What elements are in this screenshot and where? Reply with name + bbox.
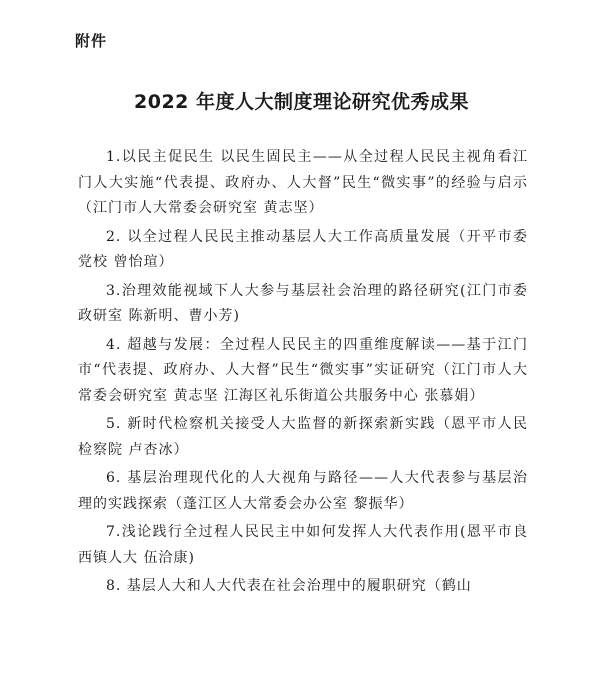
achievement-list [78,145,528,603]
list-item: 3.治理效能视域下人大参与基层社会治理的路径研究(江门市委政研室 陈新明、曹小芳) [78,282,528,324]
list-item: 5. 新时代检察机关接受人大监督的新探索新实践（恩平市人民检察院 卢杏冰） [78,416,528,458]
list-item: 7.浅论践行全过程人民民主中如何发挥人大代表作用(恩平市良西镇人大 伍洽康) [78,524,528,566]
list-item: 2. 以全过程人民民主推动基层人大工作高质量发展（开平市委党校 曾怡瑄） [78,228,528,270]
list-item: 8. 基层人大和人大代表在社会治理中的履职研究（鹤山 [106,578,472,594]
list-item: 6. 基层治理现代化的人大视角与路径——人大代表参与基层治理的实践探索（蓬江区人大常委会办公室 黎振华） [78,470,528,512]
attachment-label: 附件 [75,32,108,50]
list-item: 1.以民主促民生 以民生固民主——从全过程人民民主视角看江门人大实施“代表提、政府办、人大督”民生“微实事”的经验与启示（江门市人大常委会研究室 黄志坚） [78,149,528,216]
list-item: 4. 超越与发展：全过程人民民主的四重维度解读——基于江门市“代表提、政府办、人大督”民生“微实事”实证研究（江门市人大常委会研究室 黄志坚 江海区礼乐街道公共服务中心 张慕娟） [78,336,528,404]
document-title: 2022 年度人大制度理论研究优秀成果 [134,91,469,113]
